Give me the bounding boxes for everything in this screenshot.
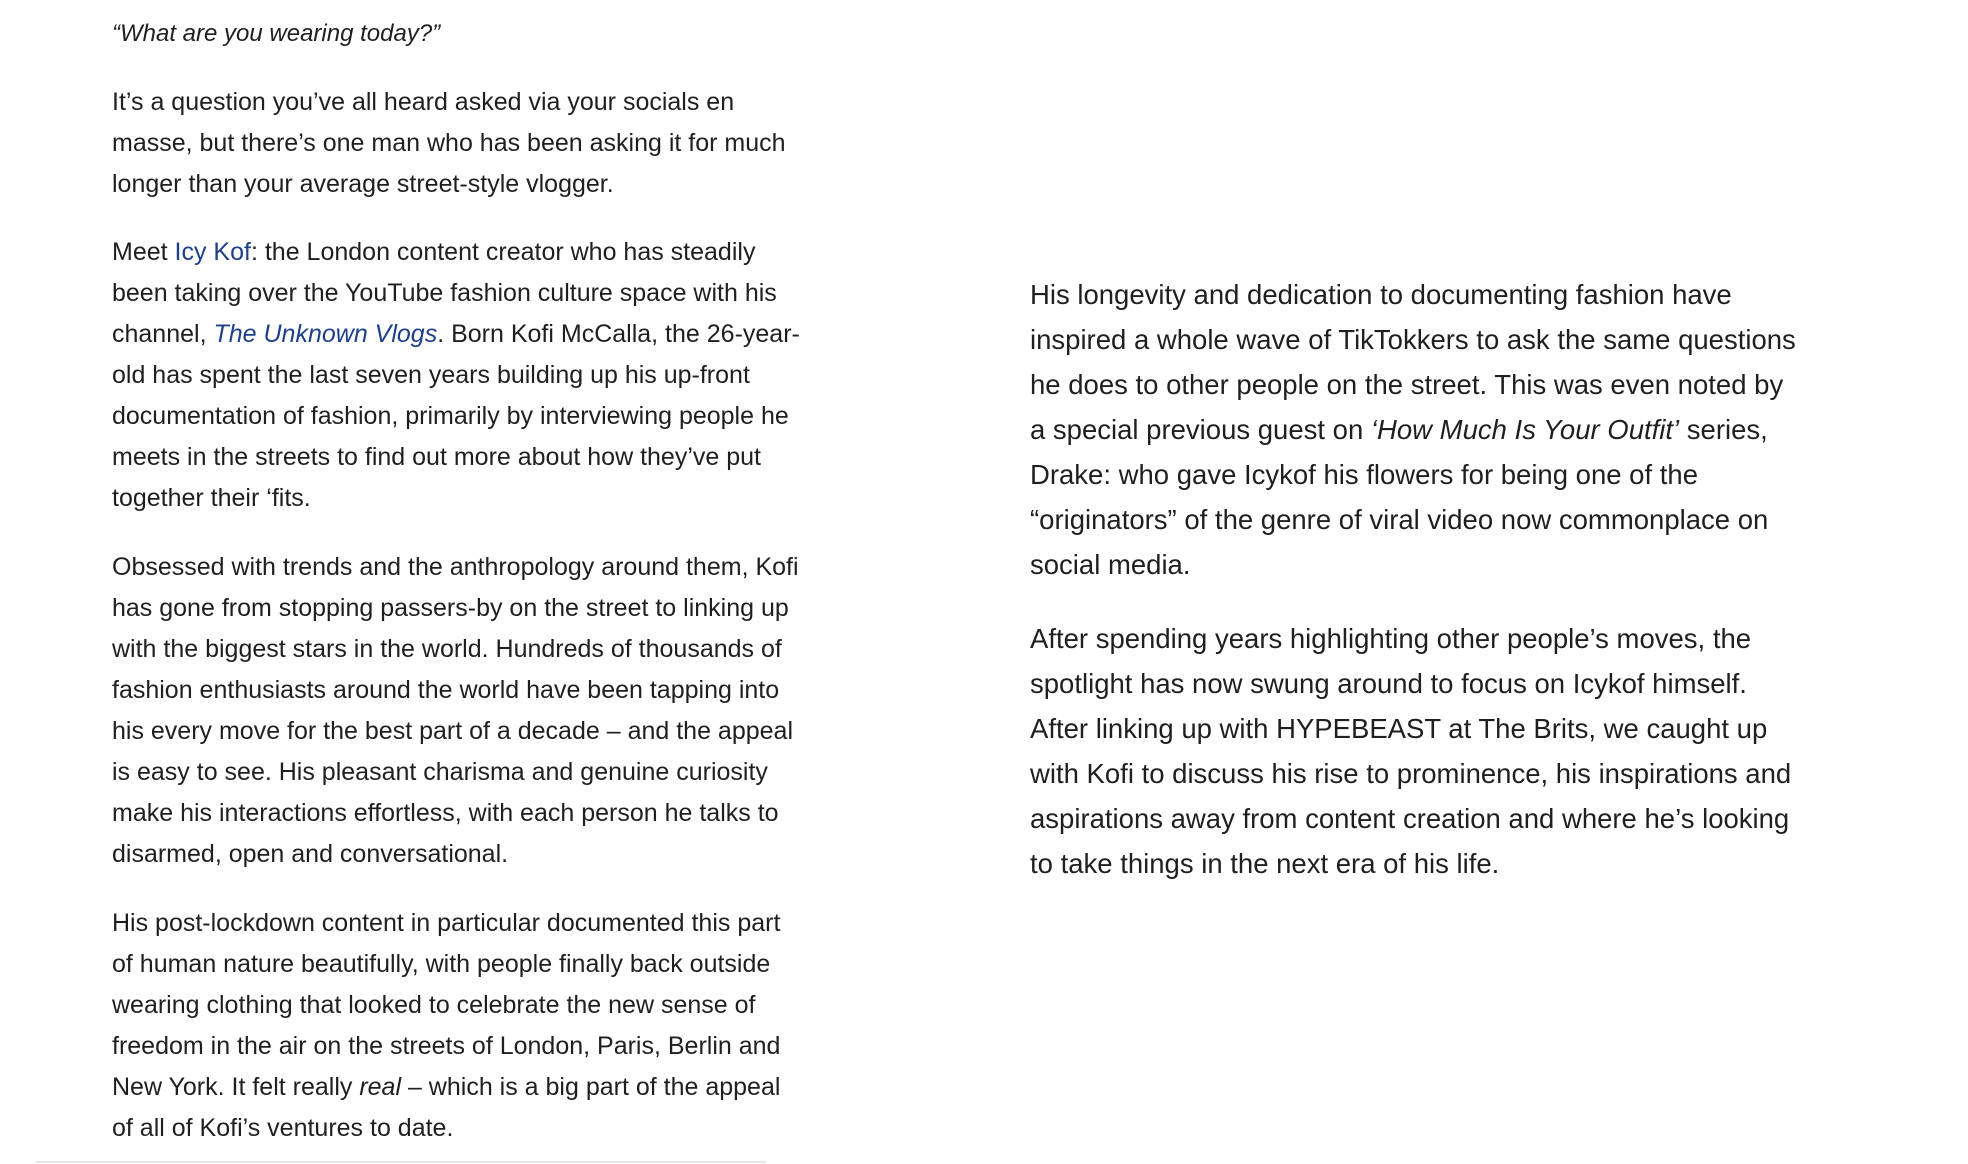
paragraph-spotlight: After spending years highlighting other people’s moves, the spotlight has now swung around to focus on Icykof himself. After linking up with HYPEBEAST at The Brits, we caught up with Kofi to discuss his rise to prominence, his inspirations and aspirations away from content creation and where he’s looking to take things in the next era of his life. bbox=[1030, 623, 1792, 879]
paragraph-meet-text-1: Meet bbox=[112, 238, 175, 266]
paragraph-meet bbox=[112, 232, 802, 519]
pull-question: “What are you wearing today?” bbox=[112, 20, 441, 47]
bottom-divider bbox=[36, 1161, 766, 1163]
paragraph-meet-text-3: . Born Kofi McCalla, the 26-year-old has spent the last seven years building up his up-front documentation of fashion, primarily by interviewing people he meets in the streets to find out more about how they’ve put together their ‘fits. bbox=[112, 320, 800, 512]
paragraph-meet-text-2: : the London content creator who has steadily been taking over the YouTube fashion culture space with his channel, bbox=[112, 238, 777, 348]
paragraph-longevity-text-1: His longevity and dedication to documenting fashion have inspired a whole wave of TikTokkers to ask the same questions he does to other people on the street. This was even noted by a special previous guest on bbox=[1030, 279, 1796, 445]
paragraph-intro: It’s a question you’ve all heard asked via your socials en masse, but there’s one man who has been asking it for much longer than your average street-style vlogger. bbox=[112, 88, 786, 198]
series-title: ‘How Much Is Your Outfit’ bbox=[1370, 414, 1680, 445]
paragraph-obsessed: Obsessed with trends and the anthropology around them, Kofi has gone from stopping passers-by on the street to linking up with the biggest stars in the world. Hundreds of thousands of fashion enthusiasts around the world have been tapping into his every move for the best part of a decade – and the appeal is easy to see. His pleasant charisma and genuine curiosity make his interactions effortless, with each person he talks to disarmed, open and conversational. bbox=[112, 553, 799, 868]
emphasis-real: real bbox=[359, 1073, 402, 1101]
paragraph-post-lockdown-text-2: – which is a big part of the appeal of all of Kofi’s ventures to date. bbox=[112, 1073, 781, 1142]
paragraph-longevity bbox=[1030, 272, 1800, 587]
paragraph-post-lockdown-text-1: His post-lockdown content in particular documented this part of human nature beautifully, with people finally back outside wearing clothing that looked to celebrate the new sense of freedom in the air on the streets of London, Paris, Berlin and New York. It felt really bbox=[112, 909, 781, 1101]
icy-kof-link[interactable]: Icy Kof bbox=[174, 238, 251, 266]
paragraph-post-lockdown bbox=[112, 903, 802, 1149]
paragraph-longevity-text-2: series, Drake: who gave Icykof his flowers for being one of the “originators” of the genre of viral video now commonplace on social media. bbox=[1030, 414, 1769, 580]
article-right-column bbox=[1030, 272, 1800, 886]
unknown-vlogs-link[interactable]: The Unknown Vlogs bbox=[213, 320, 438, 348]
